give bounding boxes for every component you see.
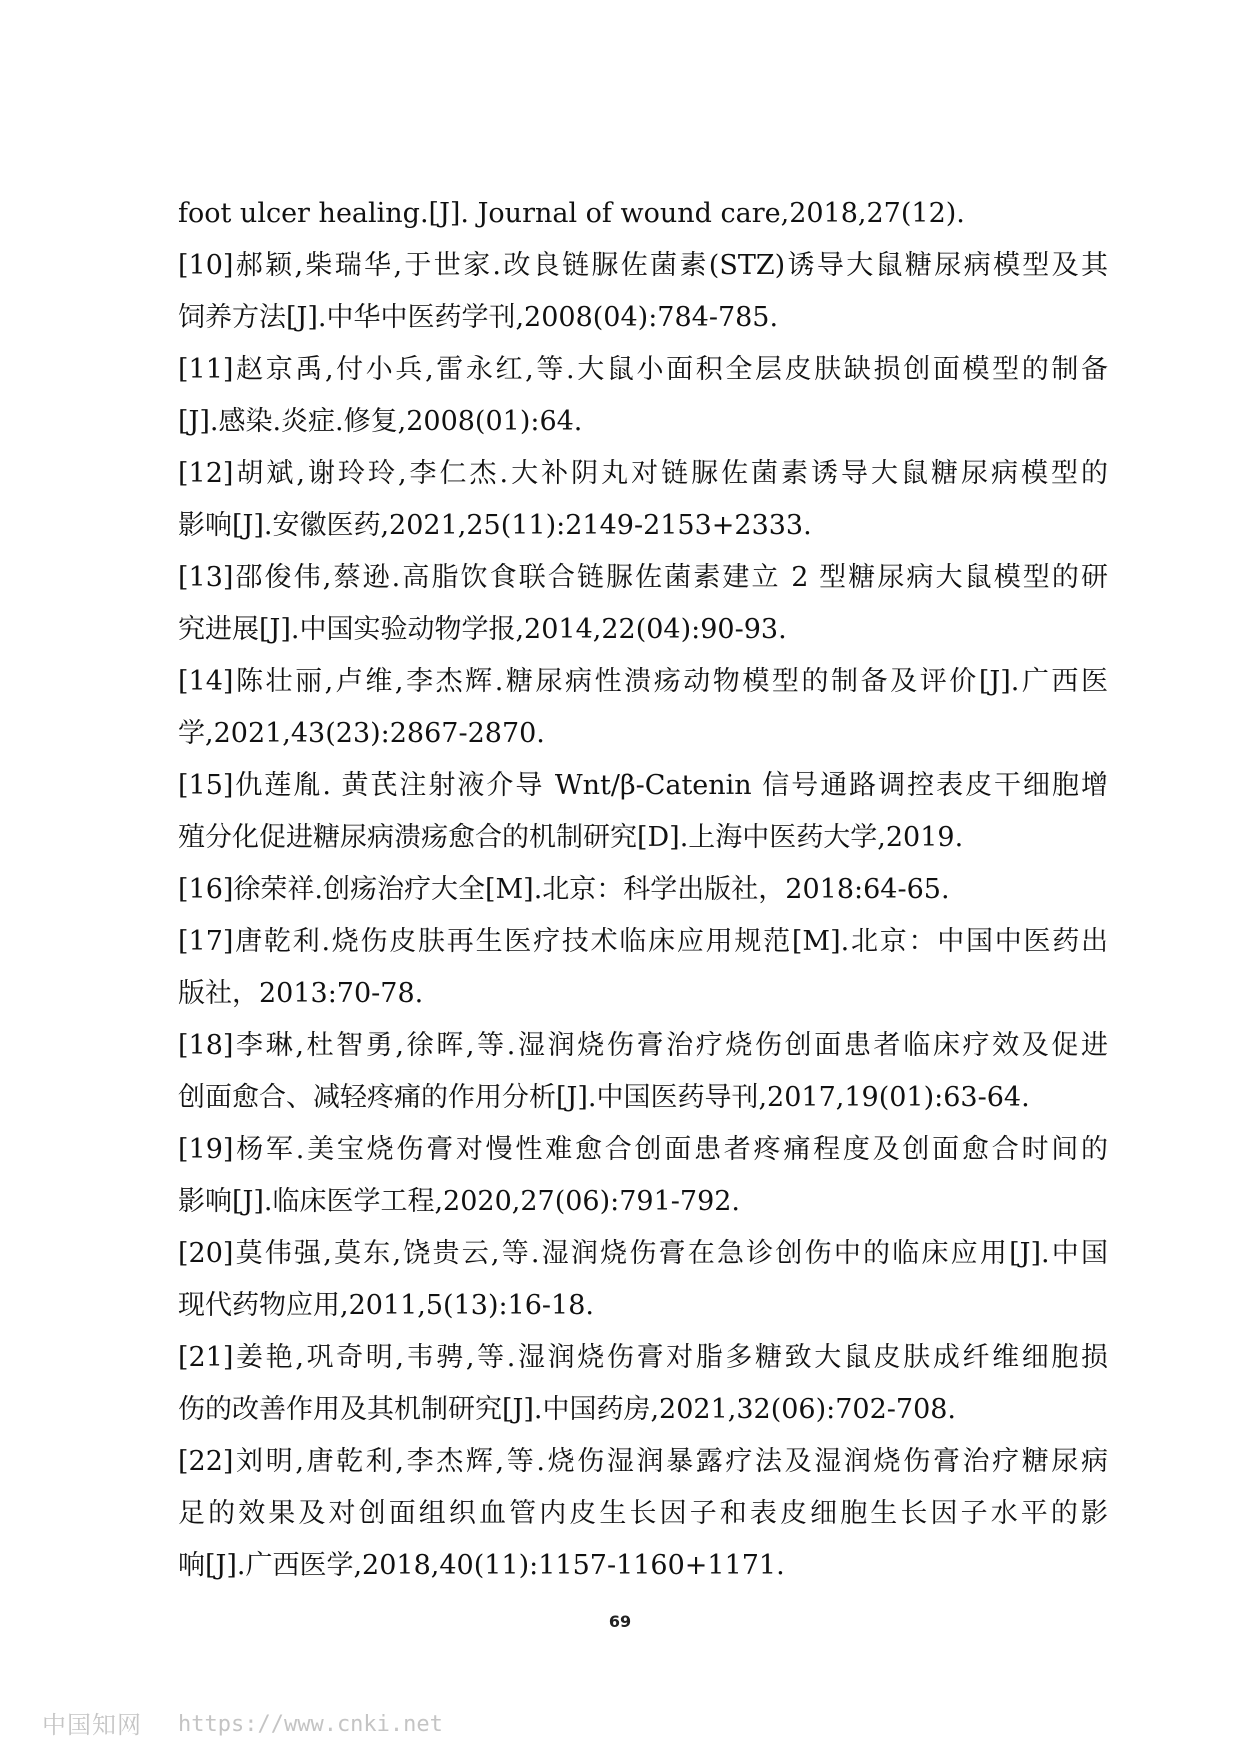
reference-line: [J].感染.炎症.修复,2008(01):64. (178, 406, 583, 437)
reference-line: 版社，2013:70-78. (178, 978, 424, 1009)
reference-line: 殖分化促进糖尿病溃疡愈合的机制研究[D].上海中医药大学,2019. (178, 822, 964, 853)
reference-line: foot ulcer healing.[J]. Journal of wound care,2018,27(12). (178, 198, 965, 229)
reference-list (178, 188, 1108, 1592)
reference-line: [22]刘明,唐乾利,李杰辉,等.烧伤湿润暴露疗法及湿润烧伤膏治疗糖尿病 (178, 1446, 1108, 1477)
reference-line: [18]李琳,杜智勇,徐晖,等.湿润烧伤膏治疗烧伤创面患者临床疗效及促进 (178, 1030, 1108, 1061)
reference-line: 学,2021,43(23):2867-2870. (178, 718, 545, 749)
cnki-url: https://www.cnki.net (178, 1712, 443, 1737)
reference-line: [13]邵俊伟,蔡逊.高脂饮食联合链脲佐菌素建立 2 型糖尿病大鼠模型的研 (178, 562, 1108, 593)
reference-line: [12]胡斌,谢玲玲,李仁杰.大补阴丸对链脲佐菌素诱导大鼠糖尿病模型的 (178, 458, 1108, 489)
reference-line: 伤的改善作用及其机制研究[J].中国药房,2021,32(06):702-708. (178, 1394, 957, 1425)
reference-line: 现代药物应用,2011,5(13):16-18. (178, 1290, 594, 1321)
reference-line: [14]陈壮丽,卢维,李杰辉.糖尿病性溃疡动物模型的制备及评价[J].广西医 (178, 666, 1108, 697)
reference-line: 创面愈合、减轻疼痛的作用分析[J].中国医药导刊,2017,19(01):63-64. (178, 1082, 1030, 1113)
reference-line: 足的效果及对创面组织血管内皮生长因子和表皮细胞生长因子水平的影 (178, 1498, 1108, 1529)
cnki-logo-text: 中国知网 (42, 1711, 142, 1739)
reference-line: [10]郝颖,柴瑞华,于世家.改良链脲佐菌素(STZ)诱导大鼠糖尿病模型及其 (178, 250, 1108, 281)
reference-line: [19]杨军.美宝烧伤膏对慢性难愈合创面患者疼痛程度及创面愈合时间的 (178, 1134, 1108, 1165)
page-number: 69 (608, 1612, 632, 1631)
watermark-footer (42, 1712, 443, 1738)
reference-line: 影响[J].临床医学工程,2020,27(06):791-792. (178, 1186, 741, 1217)
reference-line: 饲养方法[J].中华中医药学刊,2008(04):784-785. (178, 302, 779, 333)
reference-line: [15]仇莲胤. 黄芪注射液介导 Wnt/β-Catenin 信号通路调控表皮干细胞增 (178, 770, 1108, 801)
reference-line: [20]莫伟强,莫东,饶贵云,等.湿润烧伤膏在急诊创伤中的临床应用[J].中国 (178, 1238, 1108, 1269)
reference-line: [16]徐荣祥.创疡治疗大全[M].北京：科学出版社，2018:64-65. (178, 874, 950, 905)
reference-line: 究进展[J].中国实验动物学报,2014,22(04):90-93. (178, 614, 787, 645)
reference-line: [21]姜艳,巩奇明,韦骋,等.湿润烧伤膏对脂多糖致大鼠皮肤成纤维细胞损 (178, 1342, 1108, 1373)
reference-line: 响[J].广西医学,2018,40(11):1157-1160+1171. (178, 1550, 785, 1581)
reference-line: [11]赵京禹,付小兵,雷永红,等.大鼠小面积全层皮肤缺损创面模型的制备 (178, 354, 1108, 385)
reference-line: 影响[J].安徽医药,2021,25(11):2149-2153+2333. (178, 510, 812, 541)
reference-line: [17]唐乾利.烧伤皮肤再生医疗技术临床应用规范[M].北京：中国中医药出 (178, 926, 1108, 957)
